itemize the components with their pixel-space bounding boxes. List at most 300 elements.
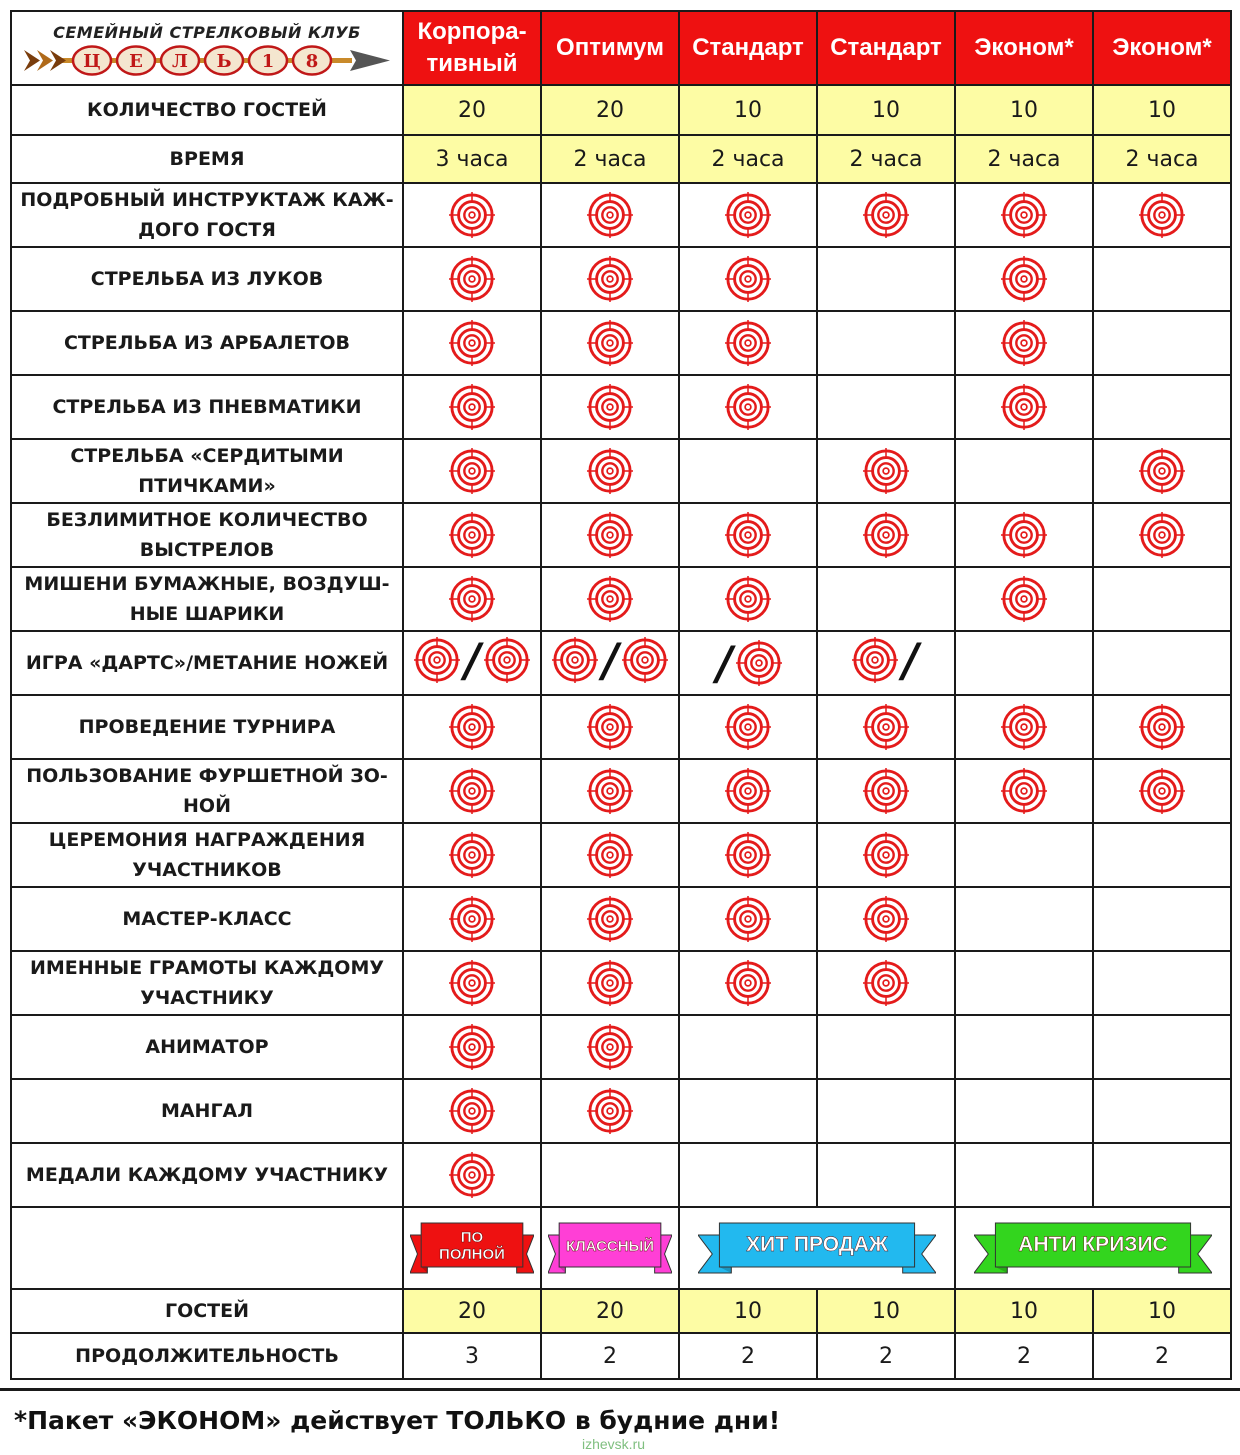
info-value-text: 3 часа [435, 146, 509, 172]
feature-cell [679, 1143, 817, 1207]
target-icon [852, 637, 898, 683]
feature-cell [541, 887, 679, 951]
feature-label-text: МЕДАЛИ КАЖДОМУ УЧАСТНИКУ [25, 1164, 389, 1186]
feature-cell [817, 567, 955, 631]
summary-value-text: 10 [1148, 1298, 1176, 1324]
feature-label [11, 439, 403, 503]
target-icon [1001, 576, 1047, 622]
summary-value-text: 20 [458, 1298, 486, 1324]
info-value [1093, 135, 1231, 183]
feature-cell [817, 1015, 955, 1079]
target-icon [725, 384, 771, 430]
target-icon [863, 704, 909, 750]
info-value-text: 10 [1010, 97, 1038, 123]
feature-label-text: ИГРА «ДАРТС»/МЕТАНИЕ НОЖЕЙ [25, 652, 389, 674]
info-value-text: 10 [872, 97, 900, 123]
feature-cell [1093, 1079, 1231, 1143]
feature-cell [679, 375, 817, 439]
summary-value [817, 1289, 955, 1333]
feature-cell [403, 503, 541, 567]
summary-value-text: 10 [1010, 1298, 1038, 1324]
info-value [403, 135, 541, 183]
target-icon [587, 768, 633, 814]
feature-cell [679, 823, 817, 887]
feature-cell [1093, 311, 1231, 375]
target-icon [449, 704, 495, 750]
feature-cell [1093, 247, 1231, 311]
feature-cell [817, 311, 955, 375]
feature-cell [955, 823, 1093, 887]
feature-cell [403, 1143, 541, 1207]
packages-table [10, 10, 1232, 1380]
feature-label-text: ЦЕРЕМОНИЯ НАГРАЖДЕНИЯ УЧАСТНИКОВ [48, 829, 366, 881]
badge-text: ПО [460, 1229, 484, 1246]
target-icon [449, 832, 495, 878]
package-name: Оптимум [556, 34, 664, 61]
darts-knives-marks [852, 633, 924, 687]
info-value-text: 20 [596, 97, 624, 123]
info-value-text: 10 [1148, 97, 1176, 123]
feature-cell [679, 503, 817, 567]
target-icon [725, 576, 771, 622]
feature-label-text: МИШЕНИ БУМАЖНЫЕ, ВОЗДУШ-НЫЕ ШАРИКИ [24, 573, 390, 625]
target-icon [863, 512, 909, 558]
feature-cell [403, 247, 541, 311]
summary-value [403, 1289, 541, 1333]
info-value [541, 135, 679, 183]
feature-cell [955, 439, 1093, 503]
package-name: Стандарт [830, 34, 942, 61]
feature-cell [679, 183, 817, 247]
package-header [817, 11, 955, 85]
feature-label-text: ИМЕННЫЕ ГРАМОТЫ КАЖДОМУ УЧАСТНИКУ [29, 957, 385, 1009]
info-value [403, 85, 541, 135]
target-icon [736, 640, 782, 686]
feature-cell [817, 695, 955, 759]
target-icon [449, 192, 495, 238]
target-icon [725, 768, 771, 814]
feature-cell [541, 247, 679, 311]
target-icon [449, 576, 495, 622]
feature-row [11, 247, 1231, 311]
target-icon [725, 512, 771, 558]
feature-cell [817, 631, 955, 695]
target-icon [1001, 704, 1047, 750]
feature-cell [541, 759, 679, 823]
slash-separator: / [710, 636, 738, 690]
feature-cell [679, 951, 817, 1015]
feature-cell [403, 631, 541, 695]
feature-label [11, 1079, 403, 1143]
feature-cell [955, 247, 1093, 311]
feature-label-text: СТРЕЛЬБА ИЗ ПНЕВМАТИКИ [52, 396, 362, 418]
feature-label-text: МАСТЕР-КЛАСС [122, 908, 292, 930]
feature-row [11, 567, 1231, 631]
club-logo [11, 11, 403, 85]
badge-text: ХИТ ПРОДАЖ [746, 1233, 888, 1256]
target-icon [587, 384, 633, 430]
row-label [11, 135, 403, 183]
feature-cell [1093, 631, 1231, 695]
badge-text: АНТИ КРИЗИС [1018, 1233, 1168, 1256]
target-icon [449, 1088, 495, 1134]
target-icon [449, 896, 495, 942]
package-header [403, 11, 541, 85]
info-value [679, 135, 817, 183]
summary-label [11, 1333, 403, 1379]
target-icon [587, 704, 633, 750]
info-value-text: 2 часа [1125, 146, 1199, 172]
summary-value-text: 3 [465, 1343, 479, 1369]
target-icon [863, 960, 909, 1006]
feature-label-text: АНИМАТОР [145, 1036, 269, 1058]
feature-cell [541, 503, 679, 567]
target-icon [1139, 192, 1185, 238]
badge-row-label [11, 1207, 403, 1289]
feature-cell [541, 1079, 679, 1143]
badge-text: ПОЛНОЙ [439, 1246, 505, 1263]
feature-cell [1093, 823, 1231, 887]
package-name: Эконом* [1112, 34, 1212, 61]
footer-divider [0, 1388, 1240, 1391]
logo-letter: 1 [261, 50, 275, 72]
info-value [955, 135, 1093, 183]
target-icon [587, 896, 633, 942]
info-value-text: 2 часа [711, 146, 785, 172]
logo-letter: Л [172, 50, 188, 72]
target-icon [863, 768, 909, 814]
target-icon [1001, 384, 1047, 430]
feature-cell [679, 631, 817, 695]
info-row [11, 135, 1231, 183]
summary-value [541, 1333, 679, 1379]
summary-value-text: 10 [734, 1298, 762, 1324]
package-badge [955, 1207, 1231, 1289]
feature-cell [541, 1143, 679, 1207]
feature-cell [955, 311, 1093, 375]
info-value-text: 2 часа [573, 146, 647, 172]
feature-cell [403, 887, 541, 951]
info-value-text: 2 часа [849, 146, 923, 172]
feature-row [11, 439, 1231, 503]
slash-separator: / [596, 633, 624, 687]
target-icon [449, 320, 495, 366]
target-icon [449, 448, 495, 494]
package-header [541, 11, 679, 85]
feature-cell [955, 375, 1093, 439]
target-icon [449, 1024, 495, 1070]
watermark: izhevsk.ru [582, 1436, 646, 1452]
logo-title: СЕМЕЙНЫЙ СТРЕЛКОВЫЙ КЛУБ [53, 22, 361, 42]
feature-cell [1093, 759, 1231, 823]
info-value-text: 10 [734, 97, 762, 123]
row-label-text: КОЛИЧЕСТВО ГОСТЕЙ [87, 99, 327, 121]
feature-cell [955, 183, 1093, 247]
feature-cell [955, 567, 1093, 631]
feature-label [11, 311, 403, 375]
feature-row [11, 183, 1231, 247]
target-icon [587, 512, 633, 558]
target-icon [622, 637, 668, 683]
feature-cell [817, 439, 955, 503]
feature-row [11, 1143, 1231, 1207]
feature-row [11, 823, 1231, 887]
feature-label-text: СТРЕЛЬБА ИЗ АРБАЛЕТОВ [63, 332, 351, 354]
feature-cell [817, 823, 955, 887]
info-value [817, 85, 955, 135]
info-value [679, 85, 817, 135]
cropped-footer-line [20, 1446, 1220, 1455]
target-icon [863, 448, 909, 494]
feature-cell [1093, 375, 1231, 439]
feature-cell [679, 887, 817, 951]
feature-cell [679, 439, 817, 503]
feature-cell [817, 759, 955, 823]
feature-label [11, 247, 403, 311]
info-row [11, 85, 1231, 135]
target-icon [587, 576, 633, 622]
feature-cell [541, 1015, 679, 1079]
feature-cell [679, 759, 817, 823]
row-label-text: ВРЕМЯ [169, 148, 245, 170]
feature-row [11, 631, 1231, 695]
summary-row [11, 1333, 1231, 1379]
feature-label [11, 823, 403, 887]
feature-cell [403, 375, 541, 439]
feature-row [11, 695, 1231, 759]
feature-label [11, 375, 403, 439]
feature-cell [403, 1079, 541, 1143]
summary-label-text: ГОСТЕЙ [164, 1300, 250, 1322]
package-name: Эконом* [974, 34, 1074, 61]
summary-label-text: ПРОДОЛЖИТЕЛЬНОСТЬ [75, 1345, 339, 1367]
feature-cell [541, 375, 679, 439]
target-icon [1001, 192, 1047, 238]
target-icon [1001, 768, 1047, 814]
package-header [955, 11, 1093, 85]
feature-label-text: ПОЛЬЗОВАНИЕ ФУРШЕТНОЙ ЗО-НОЙ [26, 765, 388, 817]
logo-letter: 8 [305, 50, 319, 72]
feature-cell [403, 1015, 541, 1079]
info-value [1093, 85, 1231, 135]
target-icon [1001, 256, 1047, 302]
feature-label [11, 887, 403, 951]
row-label [11, 85, 403, 135]
feature-cell [955, 951, 1093, 1015]
feature-cell [541, 311, 679, 375]
summary-value-text: 20 [596, 1298, 624, 1324]
package-badge [403, 1207, 541, 1289]
target-icon [725, 896, 771, 942]
ribbon-badge-icon [974, 1217, 1212, 1279]
summary-value [541, 1289, 679, 1333]
feature-label [11, 951, 403, 1015]
feature-cell [541, 439, 679, 503]
feature-cell [541, 567, 679, 631]
feature-cell [403, 951, 541, 1015]
target-icon [863, 896, 909, 942]
feature-cell [541, 951, 679, 1015]
package-header [1093, 11, 1231, 85]
summary-value [403, 1333, 541, 1379]
slash-separator: / [896, 633, 924, 687]
feature-cell [1093, 439, 1231, 503]
feature-cell [679, 311, 817, 375]
feature-cell [955, 631, 1093, 695]
summary-label [11, 1289, 403, 1333]
summary-value [679, 1333, 817, 1379]
feature-cell [817, 183, 955, 247]
summary-value-text: 2 [1017, 1343, 1031, 1369]
target-icon [1139, 704, 1185, 750]
target-icon [587, 832, 633, 878]
feature-label [11, 183, 403, 247]
summary-value [817, 1333, 955, 1379]
feature-cell [955, 759, 1093, 823]
info-value-text: 2 часа [987, 146, 1061, 172]
info-value [541, 85, 679, 135]
feature-cell [679, 247, 817, 311]
target-icon [587, 960, 633, 1006]
feature-cell [955, 887, 1093, 951]
target-icon [449, 256, 495, 302]
feature-row [11, 951, 1231, 1015]
feature-cell [403, 439, 541, 503]
feature-cell [955, 1143, 1093, 1207]
feature-row [11, 503, 1231, 567]
target-icon [725, 192, 771, 238]
summary-value-text: 2 [603, 1343, 617, 1369]
summary-value-text: 10 [872, 1298, 900, 1324]
info-value [955, 85, 1093, 135]
feature-label [11, 695, 403, 759]
feature-cell [955, 1015, 1093, 1079]
feature-cell [403, 311, 541, 375]
darts-knives-marks [414, 633, 531, 687]
target-icon [587, 192, 633, 238]
package-badge [541, 1207, 679, 1289]
feature-cell [817, 887, 955, 951]
summary-value-text: 2 [879, 1343, 893, 1369]
info-value-text: 20 [458, 97, 486, 123]
feature-row [11, 759, 1231, 823]
target-icon [449, 384, 495, 430]
feature-cell [541, 695, 679, 759]
slash-separator: / [458, 633, 486, 687]
target-icon [552, 637, 598, 683]
target-icon [587, 1088, 633, 1134]
feature-label-text: СТРЕЛЬБА ИЗ ЛУКОВ [90, 268, 324, 290]
target-icon [725, 256, 771, 302]
feature-label-text: ПОДРОБНЫЙ ИНСТРУКТАЖ КАЖ-ДОГО ГОСТЯ [20, 189, 394, 241]
feature-cell [1093, 887, 1231, 951]
feature-label [11, 631, 403, 695]
feature-row [11, 311, 1231, 375]
target-icon [1139, 512, 1185, 558]
package-name: Корпора-тивный [417, 18, 527, 77]
feature-row [11, 1015, 1231, 1079]
feature-label [11, 503, 403, 567]
feature-cell [817, 951, 955, 1015]
badge-text: КЛАССНЫЙ [565, 1238, 655, 1255]
summary-row [11, 1289, 1231, 1333]
feature-cell [1093, 183, 1231, 247]
feature-cell [1093, 695, 1231, 759]
target-icon [725, 320, 771, 366]
target-icon [587, 320, 633, 366]
logo-letter: Ь [216, 50, 232, 72]
arrow-logo-icon [22, 44, 392, 76]
feature-cell [679, 1079, 817, 1143]
feature-cell [817, 1143, 955, 1207]
feature-row [11, 887, 1231, 951]
feature-row [11, 1079, 1231, 1143]
target-icon [587, 1024, 633, 1070]
target-icon [587, 448, 633, 494]
feature-cell [1093, 567, 1231, 631]
summary-value [955, 1289, 1093, 1333]
feature-cell [817, 1079, 955, 1143]
target-icon [449, 960, 495, 1006]
summary-value-text: 2 [741, 1343, 755, 1369]
feature-label-text: БЕЗЛИМИТНОЕ КОЛИЧЕСТВО ВЫСТРЕЛОВ [46, 509, 368, 561]
feature-cell [955, 503, 1093, 567]
feature-cell [1093, 1015, 1231, 1079]
feature-label-text: СТРЕЛЬБА «СЕРДИТЫМИ ПТИЧКАМИ» [70, 445, 344, 497]
target-icon [449, 768, 495, 814]
summary-value-text: 2 [1155, 1343, 1169, 1369]
target-icon [1139, 768, 1185, 814]
target-icon [725, 704, 771, 750]
target-icon [587, 256, 633, 302]
feature-cell [403, 567, 541, 631]
feature-cell [403, 183, 541, 247]
ribbon-badge-icon [548, 1217, 672, 1279]
ribbon-badge-icon [698, 1217, 936, 1279]
summary-value [1093, 1289, 1231, 1333]
package-header [679, 11, 817, 85]
feature-cell [1093, 1143, 1231, 1207]
feature-cell [1093, 503, 1231, 567]
target-icon [1001, 320, 1047, 366]
target-icon [414, 637, 460, 683]
badge-row [11, 1207, 1231, 1289]
feature-label [11, 759, 403, 823]
feature-cell [955, 1079, 1093, 1143]
darts-knives-marks [552, 633, 669, 687]
feature-cell [817, 503, 955, 567]
feature-cell [679, 695, 817, 759]
info-value [817, 135, 955, 183]
feature-cell [403, 823, 541, 887]
package-badge [679, 1207, 955, 1289]
target-icon [449, 512, 495, 558]
feature-cell [541, 631, 679, 695]
target-icon [725, 832, 771, 878]
summary-value [1093, 1333, 1231, 1379]
feature-label-text: ПРОВЕДЕНИЕ ТУРНИРА [78, 716, 336, 738]
feature-label [11, 1015, 403, 1079]
logo-letter: Е [129, 50, 143, 72]
target-icon [484, 637, 530, 683]
header-row [11, 11, 1231, 85]
economy-note: *Пакет «ЭКОНОМ» действует ТОЛЬКО в будние дни! [14, 1406, 781, 1435]
feature-cell [541, 823, 679, 887]
feature-label [11, 1143, 403, 1207]
summary-value [679, 1289, 817, 1333]
target-icon [1139, 448, 1185, 494]
summary-value [955, 1333, 1093, 1379]
